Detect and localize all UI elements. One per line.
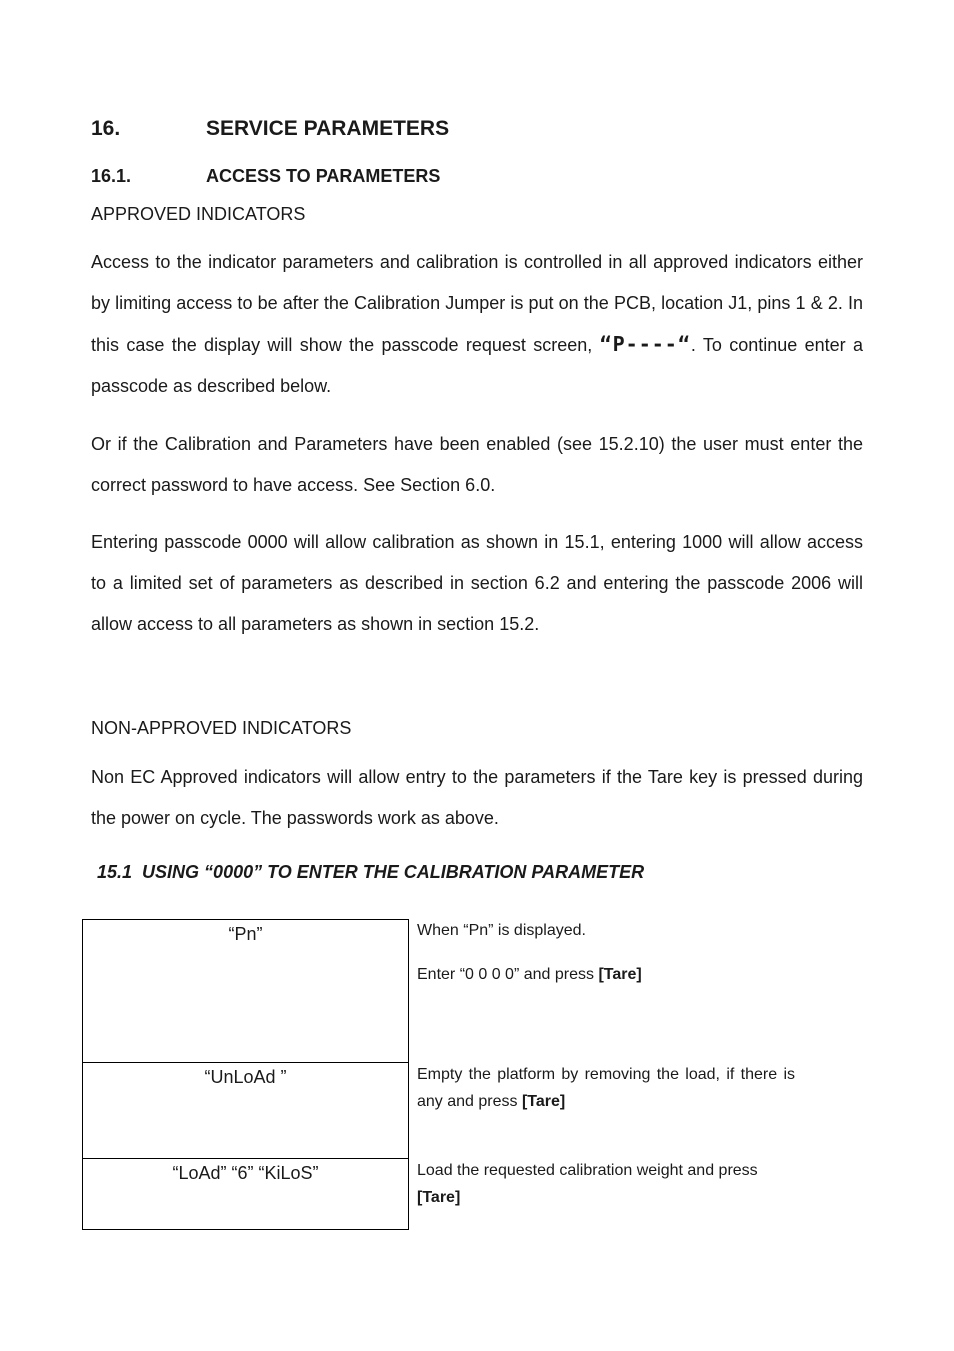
step-display-box-unload [82, 1062, 409, 1159]
non-approved-indicators-heading: NON-APPROVED INDICATORS [91, 718, 352, 738]
calibration-number: 15.1 [97, 862, 133, 882]
step-description-line [417, 1157, 795, 1211]
non-approved-paragraph: Non EC Approved indicators will allow entry to the parameters if the Tare key is pressed during the power on cycle. The passwords work as above. [91, 767, 863, 828]
step-instruction-text: Enter “0 0 0 0” and press [417, 966, 599, 983]
step-description-pn [417, 917, 795, 988]
step-instruction-text: Load the requested calibration weight and press [417, 1162, 758, 1179]
step-description-line [417, 961, 795, 988]
approved-paragraph-2: Or if the Calibration and Parameters have been enabled (see 15.2.10) the user must enter the correct password to have access. See Section 6.0. [91, 434, 863, 495]
step-display-label: “UnLoAd ” [204, 1067, 287, 1087]
section-heading [91, 117, 449, 141]
subsection-title: ACCESS TO PARAMETERS [206, 166, 441, 186]
approved-paragraph-1-text: Access to the indicator parameters and calibration is controlled in all approved indicators either by limiting access to be after the Calibration Jumper is put on the PCB, location J1, pins 1 & 2. In this case the display will show the passcode request screen, [91, 252, 863, 355]
tare-key-label: [Tare] [417, 1189, 461, 1206]
subsection-heading [91, 166, 440, 187]
calibration-heading [97, 862, 644, 883]
step-description-line: When “Pn” is displayed. [417, 922, 586, 939]
step-description-line [417, 1061, 795, 1115]
approved-paragraph-1 [91, 242, 863, 407]
section-number: 16. [91, 117, 121, 140]
subsection-number: 16.1. [91, 166, 132, 186]
approved-paragraph-1-tail: . To continue enter a passcode as described below. [91, 335, 863, 396]
step-instruction-text: Empty the platform by removing the load, if there is any and press [417, 1066, 795, 1110]
section-title: SERVICE PARAMETERS [206, 117, 450, 140]
step-display-label: “Pn” [228, 924, 263, 944]
step-description-unload [417, 1061, 795, 1115]
calibration-title: USING “0000” TO ENTER THE CALIBRATION PARAMETER [142, 862, 645, 882]
tare-key-label: [Tare] [521, 1093, 566, 1110]
tare-key-label: [Tare] [598, 966, 642, 983]
step-display-box-load [82, 1158, 409, 1230]
step-description-load [417, 1157, 795, 1211]
step-display-label: “LoAd” “6” “KiLoS” [172, 1163, 319, 1183]
approved-paragraph-3: Entering passcode 0000 will allow calibration as shown in 15.1, entering 1000 will allow access to a limited set of parameters as described in section 6.2 and entering the passcode 2006 will allow access to all parameters as shown in section 15.2. [91, 532, 863, 634]
passcode-request-code: “P----“ [599, 332, 691, 356]
step-display-box-pn [82, 919, 409, 1063]
approved-indicators-heading: APPROVED INDICATORS [91, 204, 306, 224]
